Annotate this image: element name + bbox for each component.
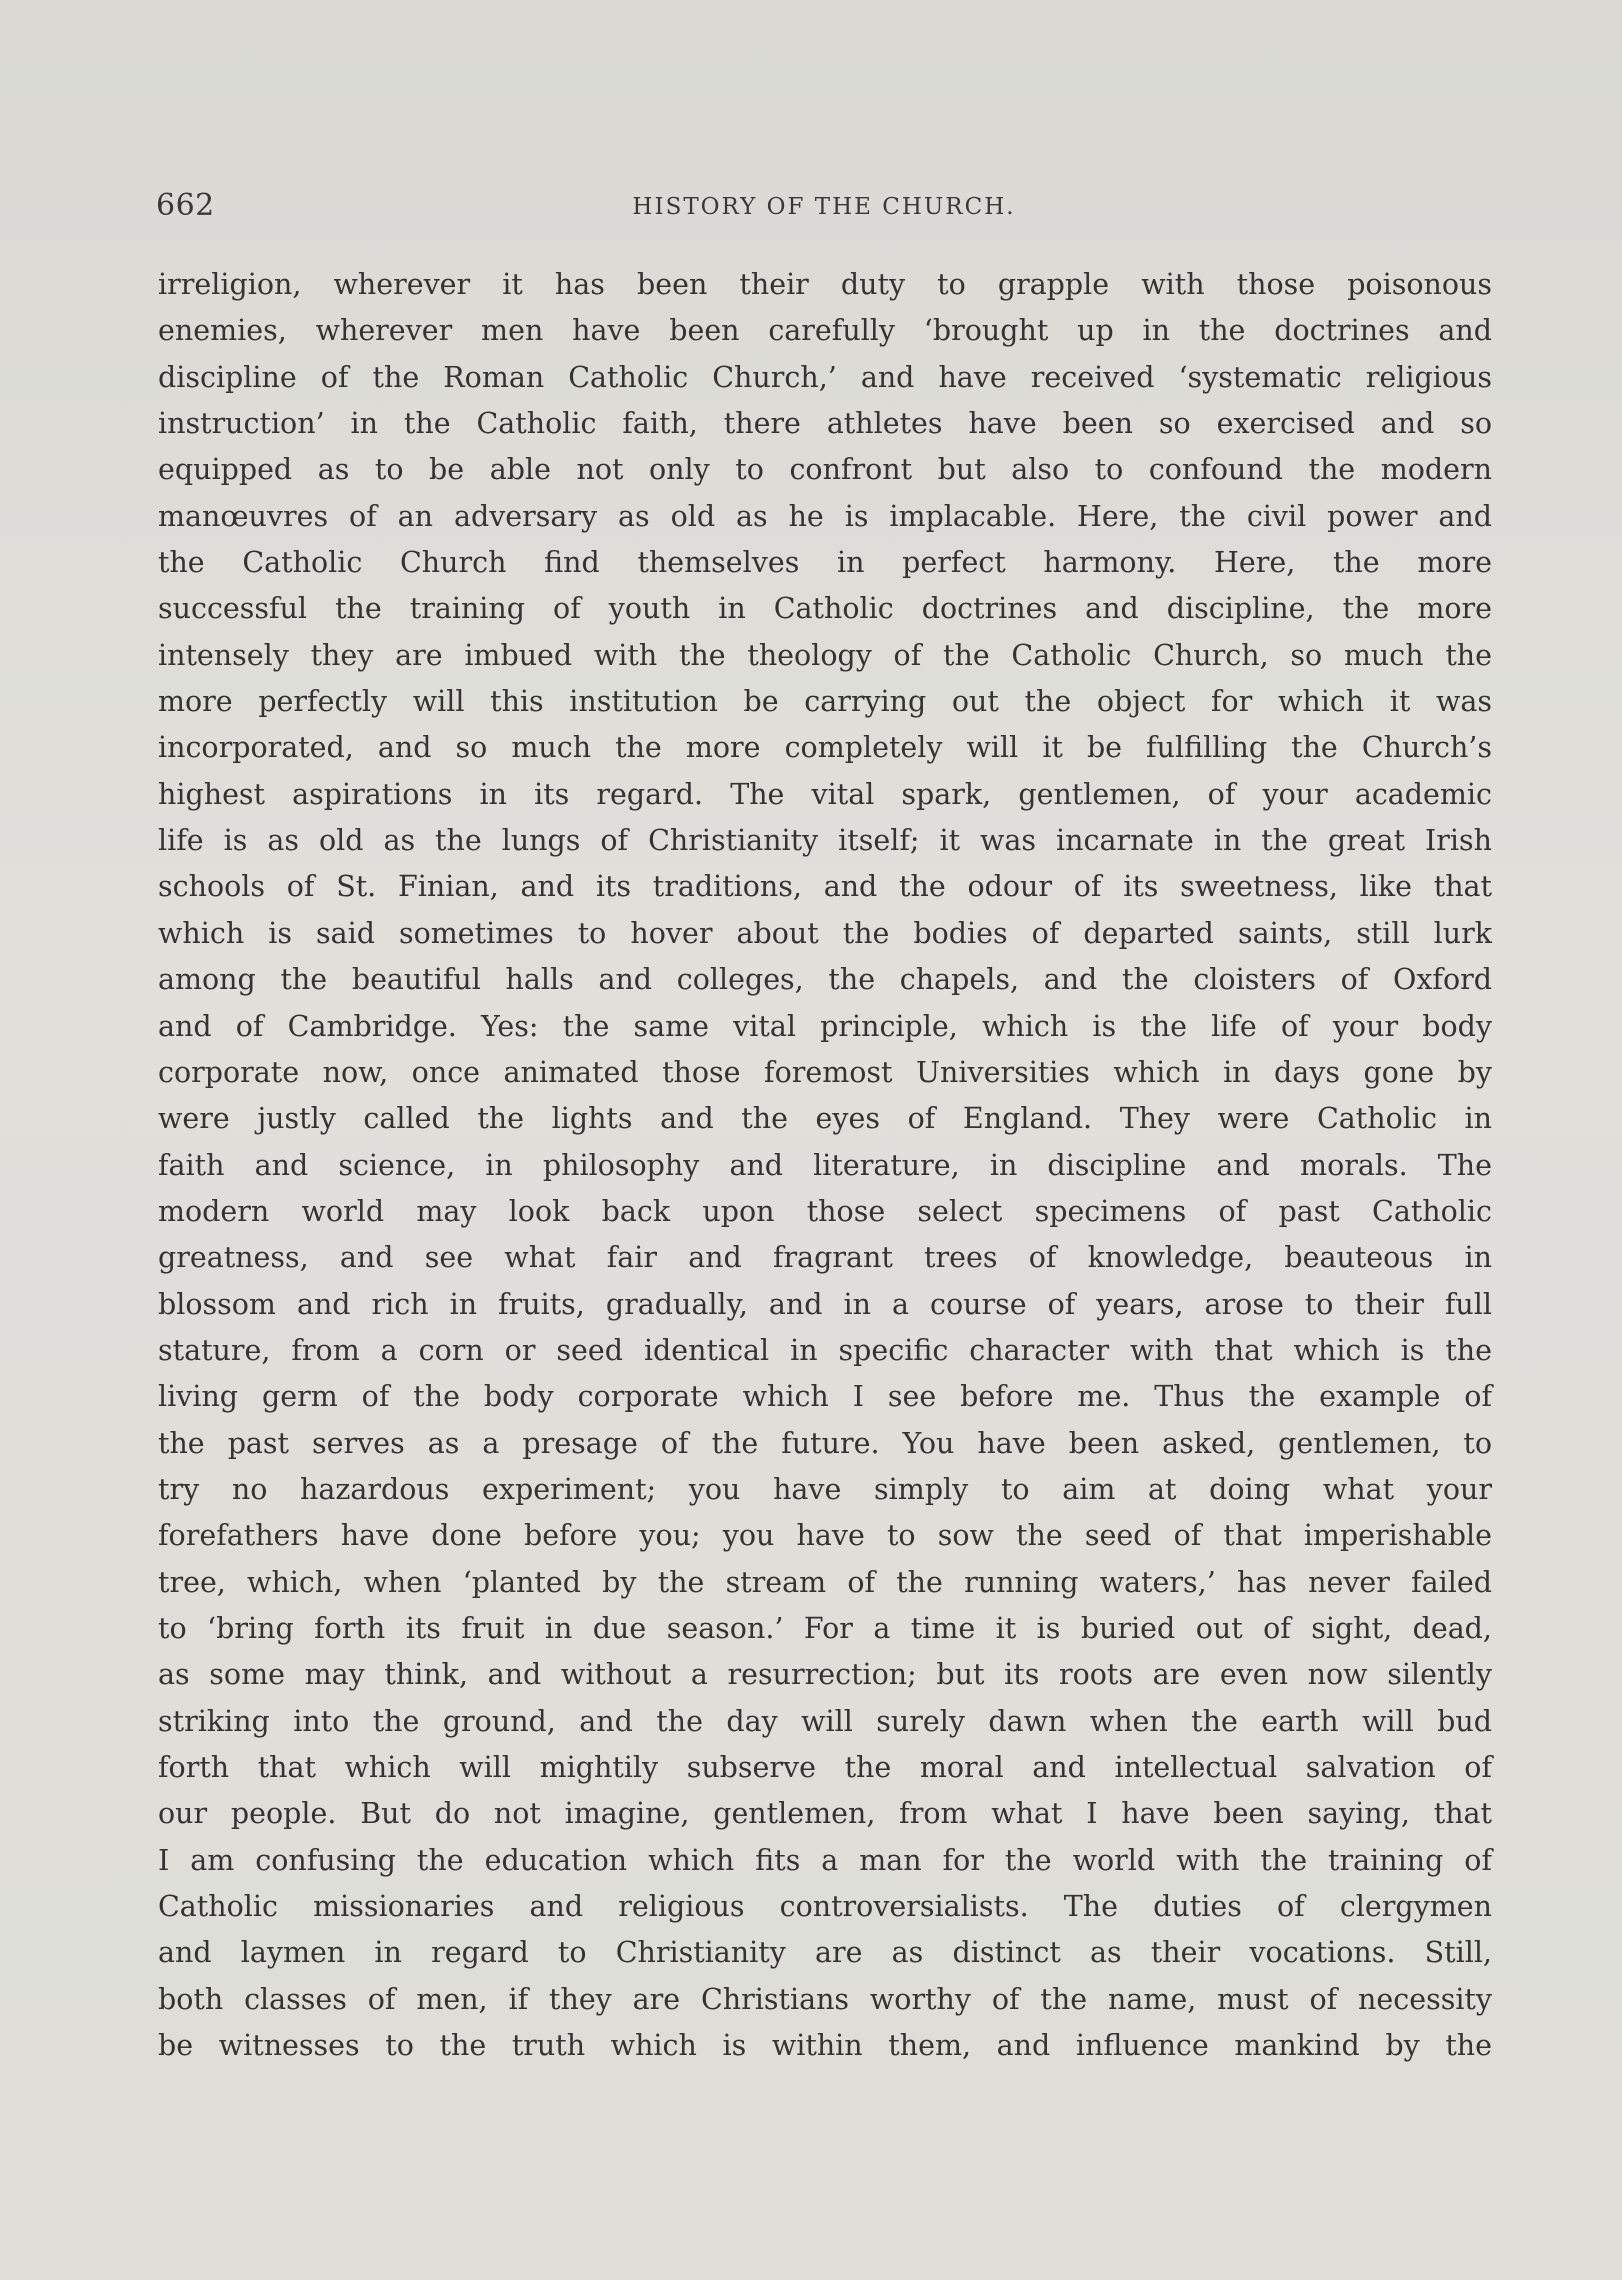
text-line: which is said sometimes to hover about the bodies of departed saints, still lurk: [158, 916, 1492, 950]
text-line: tree, which, when ‘planted by the stream of the running waters,’ has never failed: [158, 1565, 1492, 1599]
text-line: more perfectly will this institution be carrying out the object for which it was: [158, 685, 1492, 719]
text-line: our people. But do not imagine, gentlemen, from what I have been saying, that: [158, 1797, 1492, 1831]
text-line: equipped as to be able not only to confront but also to confound the modern: [158, 453, 1492, 487]
text-line: incorporated, and so much the more completely will it be fulfilling the Church’s: [158, 731, 1492, 765]
text-line: be witnesses to the truth which is within them, and influence mankind by the: [158, 2029, 1492, 2063]
text-line: successful the training of youth in Catholic doctrines and discipline, the more: [158, 592, 1492, 626]
text-line: discipline of the Roman Catholic Church,’ and have received ‘systematic religious: [158, 360, 1492, 394]
text-line: life is as old as the lungs of Christianity itself; it was incarnate in the great Irish: [158, 824, 1492, 858]
text-line: modern world may look back upon those select specimens of past Catholic: [158, 1194, 1492, 1228]
text-line: as some may think, and without a resurrection; but its roots are even now silently: [158, 1658, 1492, 1692]
text-line: faith and science, in philosophy and literature, in discipline and morals. The: [158, 1148, 1492, 1182]
text-line: and of Cambridge. Yes: the same vital principle, which is the life of your body: [158, 1009, 1492, 1043]
text-line: the past serves as a presage of the future. You have been asked, gentlemen, to: [158, 1426, 1492, 1460]
text-line: forth that which will mightily subserve the moral and intellectual salvation of: [158, 1751, 1492, 1784]
text-line: and laymen in regard to Christianity are as distinct as their vocations. Still,: [158, 1936, 1492, 1970]
text-line: corporate now, once animated those foremost Universities which in days gone by: [158, 1055, 1492, 1089]
body-text: [158, 262, 1492, 2069]
text-line: schools of St. Finian, and its traditions, and the odour of its sweetness, like that: [158, 870, 1492, 904]
text-line: manœuvres of an adversary as old as he is implacable. Here, the civil power and: [158, 499, 1492, 533]
text-line: were justly called the lights and the eyes of England. They were Catholic in: [158, 1102, 1492, 1136]
text-line: among the beautiful halls and colleges, the chapels, and the cloisters of Oxford: [158, 963, 1492, 997]
text-line: Catholic missionaries and religious controversialists. The duties of clergymen: [158, 1890, 1492, 1924]
text-line: greatness, and see what fair and fragrant trees of knowledge, beauteous in: [158, 1241, 1492, 1275]
running-title: HISTORY OF THE CHURCH.: [632, 194, 1016, 220]
text-line: enemies, wherever men have been carefully ‘brought up in the doctrines and: [158, 314, 1492, 348]
text-line: I am confusing the education which fits a man for the world with the training of: [158, 1843, 1492, 1877]
text-line: blossom and rich in fruits, gradually, and in a course of years, arose to their full: [158, 1287, 1492, 1321]
text-line: irreligion, wherever it has been their duty to grapple with those poisonous: [158, 268, 1492, 301]
text-line: both classes of men, if they are Christians worthy of the name, must of necessity: [158, 1982, 1492, 2016]
text-line: instruction’ in the Catholic faith, there athletes have been so exercised and so: [158, 407, 1492, 441]
text-line: to ‘bring forth its fruit in due season.’ For a time it is buried out of sight, dead,: [158, 1611, 1492, 1645]
text-line: stature, from a corn or seed identical in specific character with that which is the: [158, 1333, 1492, 1367]
running-head: [156, 184, 1492, 232]
text-line: try no hazardous experiment; you have simply to aim at doing what your: [158, 1472, 1492, 1506]
text-line: forefathers have done before you; you have to sow the seed of that imperishable: [158, 1519, 1492, 1553]
text-line: highest aspirations in its regard. The vital spark, gentlemen, of your academic: [158, 777, 1492, 811]
text-line: intensely they are imbued with the theology of the Catholic Church, so much the: [158, 638, 1492, 672]
text-line: striking into the ground, and the day will surely dawn when the earth will bud: [158, 1704, 1492, 1738]
page-number: 662: [156, 188, 215, 223]
text-line: the Catholic Church find themselves in perfect harmony. Here, the more: [158, 546, 1492, 580]
text-line: living germ of the body corporate which I see before me. Thus the example of: [158, 1380, 1492, 1414]
